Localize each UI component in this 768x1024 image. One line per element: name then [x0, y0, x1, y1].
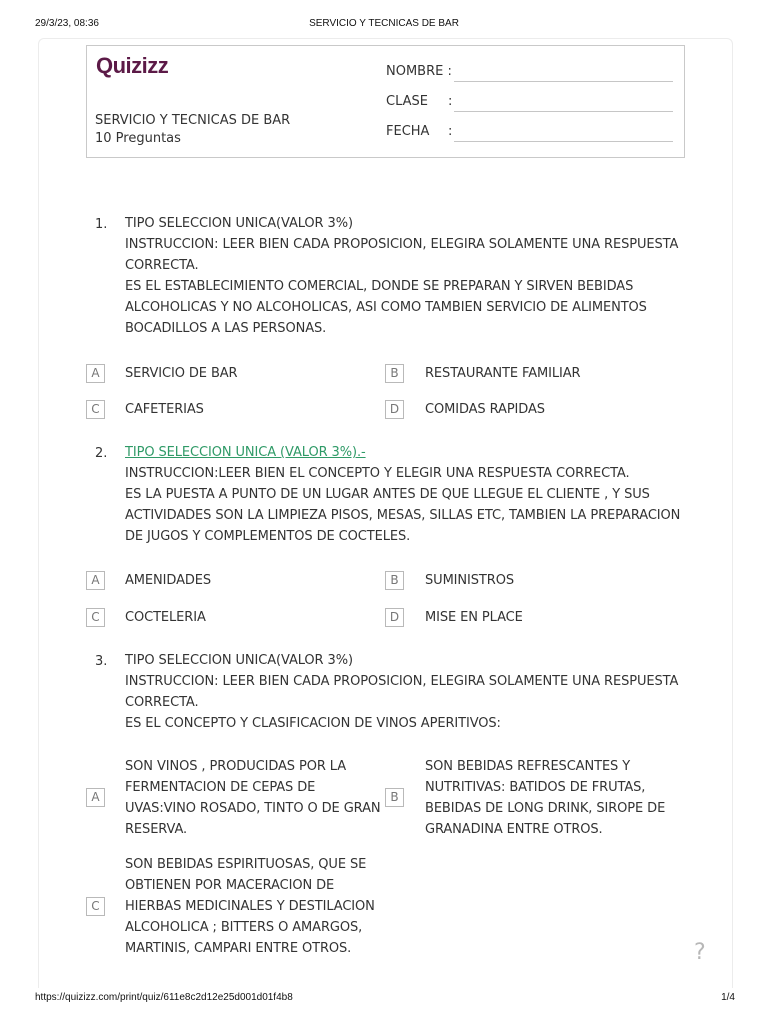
print-date: 29/3/23, 08:36 — [35, 18, 99, 29]
option-d-letter-box[interactable]: D — [385, 608, 404, 627]
option-d-text: MISE EN PLACE — [425, 610, 523, 625]
print-title: SERVICIO Y TECNICAS DE BAR — [309, 18, 459, 29]
question-text-line: INSTRUCCION:LEER BIEN EL CONCEPTO Y ELEGIR UNA RESPUESTA CORRECTA. — [125, 466, 630, 481]
option-text-line: FERMENTACION DE CEPAS DE — [125, 780, 316, 795]
question-text-line: INSTRUCCION: LEER BIEN CADA PROPOSICION, ELEGIRA SOLAMENTE UNA RESPUESTA — [125, 674, 679, 689]
option-c-letter-box[interactable]: C — [86, 608, 105, 627]
question-3-text — [125, 650, 690, 734]
option-d-text: COMIDAS RAPIDAS — [425, 402, 545, 417]
date-field-line[interactable] — [454, 141, 673, 142]
question-2-text — [125, 442, 690, 547]
print-header — [0, 18, 768, 32]
question-text-line: TIPO SELECCION UNICA(VALOR 3%) — [125, 653, 353, 668]
option-c-text — [125, 854, 375, 959]
option-text-line: NUTRITIVAS: BATIDOS DE FRUTAS, — [425, 780, 646, 795]
option-b-letter-box[interactable]: B — [385, 788, 404, 807]
option-b-letter-box[interactable]: B — [385, 364, 404, 383]
option-a-letter-box[interactable]: A — [86, 364, 105, 383]
date-field-label: FECHA — [386, 124, 430, 139]
option-text-line: SON VINOS , PRODUCIDAS POR LA — [125, 759, 347, 774]
page-number: 1/4 — [721, 992, 735, 1003]
print-url: https://quizizz.com/print/quiz/611e8c2d12e25d001d01f4b8 — [35, 992, 293, 1003]
question-text-line: CORRECTA. — [125, 258, 199, 273]
quizizz-logo: Quizizz — [96, 53, 169, 78]
question-text-line: DE JUGOS Y COMPLEMENTOS DE COCTELES. — [125, 529, 411, 544]
quiz-title: SERVICIO Y TECNICAS DE BAR — [95, 113, 291, 128]
option-c-letter-box[interactable]: C — [86, 897, 105, 916]
option-text-line: RESERVA. — [125, 822, 188, 837]
class-field-label: CLASE — [386, 94, 428, 109]
option-b-text — [425, 756, 665, 840]
question-3-number: 3. — [95, 654, 108, 669]
question-1-text — [125, 213, 690, 339]
option-text-line: SON BEBIDAS ESPIRITUOSAS, QUE SE — [125, 857, 367, 872]
question-text-line: ES EL ESTABLECIMIENTO COMERCIAL, DONDE SE PREPARAN Y SIRVEN BEBIDAS — [125, 279, 634, 294]
question-text-line: ES LA PUESTA A PUNTO DE UN LUGAR ANTES DE QUE LLEGUE EL CLIENTE , Y SUS — [125, 487, 650, 502]
question-type-link[interactable]: TIPO SELECCION UNICA (VALOR 3%).- — [125, 445, 366, 460]
option-text-line: OBTIENEN POR MACERACION DE — [125, 878, 335, 893]
question-1-number: 1. — [95, 217, 108, 232]
question-count: 10 Preguntas — [95, 131, 181, 146]
option-a-letter-box[interactable]: A — [86, 788, 105, 807]
question-text-line: ES EL CONCEPTO Y CLASIFICACION DE VINOS APERITIVOS: — [125, 716, 501, 731]
option-d-letter-box[interactable]: D — [385, 400, 404, 419]
option-b-text: SUMINISTROS — [425, 573, 514, 588]
date-field-colon: : — [448, 124, 453, 139]
class-field-colon: : — [448, 94, 453, 109]
name-field-line[interactable] — [454, 81, 673, 82]
option-text-line: GRANADINA ENTRE OTROS. — [425, 822, 603, 837]
question-text-line: ALCOHOLICAS Y NO ALCOHOLICAS, ASI COMO TAMBIEN SERVICIO DE ALIMENTOS — [125, 300, 647, 315]
name-field-label: NOMBRE : — [386, 64, 452, 79]
option-c-text: COCTELERIA — [125, 610, 206, 625]
question-text-line: BOCADILLOS A LAS PERSONAS. — [125, 321, 327, 336]
help-icon[interactable]: ? — [694, 940, 706, 965]
question-text-line: CORRECTA. — [125, 695, 199, 710]
option-a-text: SERVICIO DE BAR — [125, 366, 238, 381]
question-2-number: 2. — [95, 446, 108, 461]
option-text-line: SON BEBIDAS REFRESCANTES Y — [425, 759, 631, 774]
option-c-letter-box[interactable]: C — [86, 400, 105, 419]
option-text-line: BEBIDAS DE LONG DRINK, SIROPE DE — [425, 801, 666, 816]
option-text-line: ALCOHOLICA ; BITTERS O AMARGOS, — [125, 920, 363, 935]
class-field-line[interactable] — [454, 111, 673, 112]
option-a-text: AMENIDADES — [125, 573, 212, 588]
option-b-text: RESTAURANTE FAMILIAR — [425, 366, 581, 381]
option-text-line: UVAS:VINO ROSADO, TINTO O DE GRAN — [125, 801, 381, 816]
option-a-text — [125, 756, 381, 840]
option-c-text: CAFETERIAS — [125, 402, 204, 417]
option-a-letter-box[interactable]: A — [86, 571, 105, 590]
question-text-line: ACTIVIDADES SON LA LIMPIEZA PISOS, MESAS, SILLAS ETC, TAMBIEN LA PREPARACION — [125, 508, 681, 523]
option-b-letter-box[interactable]: B — [385, 571, 404, 590]
question-text-line: INSTRUCCION: LEER BIEN CADA PROPOSICION, ELEGIRA SOLAMENTE UNA RESPUESTA — [125, 237, 679, 252]
option-text-line: HIERBAS MEDICINALES Y DESTILACION — [125, 899, 375, 914]
question-text-line: TIPO SELECCION UNICA(VALOR 3%) — [125, 216, 353, 231]
option-text-line: MARTINIS, CAMPARI ENTRE OTROS. — [125, 941, 352, 956]
